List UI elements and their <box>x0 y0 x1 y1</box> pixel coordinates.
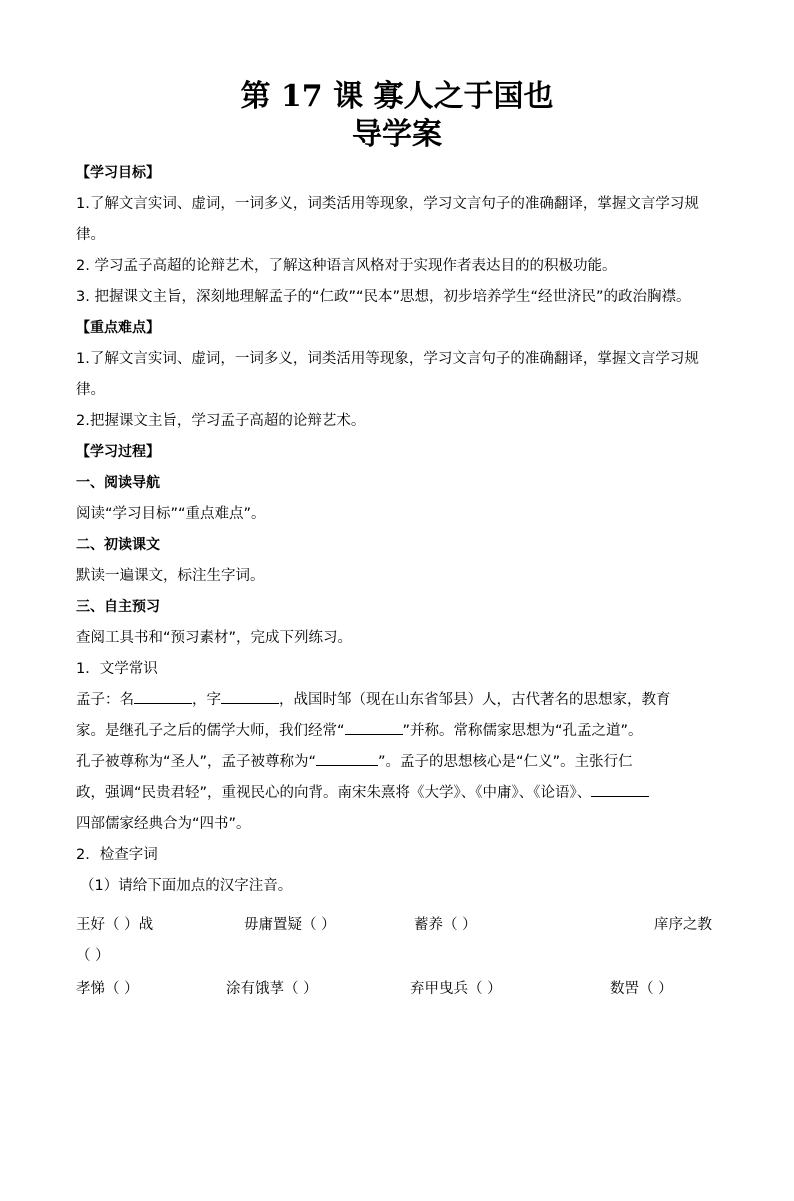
step1-heading: 一、阅读导航 <box>76 475 160 491</box>
literature-line-3: 孔子被尊称为“圣人”，孟子被尊称为“ ”。孟子的思想核心是“仁义”。主张行仁 <box>76 747 722 778</box>
fill-blank[interactable] <box>316 751 378 766</box>
step3-text: 查阅工具书和“预习素材”，完成下列练习。 <box>76 630 353 646</box>
key-heading: 【重点难点】 <box>76 320 160 336</box>
goal-2: 2. 学习孟子高超的论辩艺术，了解这种语言风格对于实现作者表达目的的积极功能。 <box>76 258 617 274</box>
goals-heading: 【学习目标】 <box>76 165 160 181</box>
pinyin-row-1-wrap: （ ） <box>76 948 110 964</box>
key-1: 1.了解文言实词、虚词，一词多义，词类活用等现象，学习文言句子的准确翻译，掌握文言学习规律。 <box>76 351 699 398</box>
page-title: 第 17 课 寡人之于国也 <box>240 79 554 114</box>
literature-line-1: 孟子：名 ，字 ，战国时邹（现在山东省邹县）人，古代著名的思想家，教育 <box>76 685 722 716</box>
fill-blank[interactable] <box>221 689 279 704</box>
fill-blank[interactable] <box>591 782 649 797</box>
pinyin-item: 王好（ ）战 <box>76 917 154 933</box>
document-page <box>0 78 794 1201</box>
pinyin-item: 孝悌（ ） <box>76 981 139 997</box>
goal-3: 3. 把握课文主旨，深刻地理解孟子的“仁政”“民本”思想，初步培养学生“经世济民”的政治胸襟。 <box>76 289 691 305</box>
literature-heading: 1．文学常识 <box>76 661 158 677</box>
step1-text: 阅读“学习目标”“重点难点”。 <box>76 506 266 522</box>
key-2: 2.把握课文主旨，学习孟子高超的论辩艺术。 <box>76 413 366 429</box>
step3-heading: 三、自主预习 <box>76 599 160 615</box>
goal-1: 1.了解文言实词、虚词，一词多义，词类活用等现象，学习文言句子的准确翻译，掌握文言学习规律。 <box>76 196 699 243</box>
check-heading: 2．检查字词 <box>76 847 158 863</box>
literature-line-2: 家。是继孔子之后的儒学大师，我们经常“ ”并称。常称儒家思想为“孔孟之道”。 <box>76 716 722 747</box>
step2-text: 默读一遍课文，标注生字词。 <box>76 568 265 584</box>
pinyin-item: 蓄养（ ） <box>414 917 477 933</box>
pinyin-item: 涂有饿莩（ ） <box>226 981 318 997</box>
literature-line-4: 政，强调“民贵君轻”，重视民心的向背。南宋朱熹将《大学》、《中庸》、《论语》、 <box>76 778 722 809</box>
page-subtitle: 导学案 <box>352 117 442 152</box>
pinyin-item: 毋庸置疑（ ） <box>244 917 336 933</box>
fill-blank[interactable] <box>345 720 403 735</box>
pinyin-item: 数罟（ ） <box>610 981 673 997</box>
process-heading: 【学习过程】 <box>76 444 160 460</box>
pinyin-item: 庠序之教 <box>654 917 712 933</box>
pinyin-row-2 <box>76 974 722 1005</box>
check-instruction: （1）请给下面加点的汉字注音。 <box>80 878 293 894</box>
step2-heading: 二、初读课文 <box>76 537 160 553</box>
pinyin-row-1 <box>76 910 722 941</box>
fill-blank[interactable] <box>134 689 192 704</box>
literature-line-5: 四部儒家经典合为“四书”。 <box>76 816 251 832</box>
pinyin-item: 弃甲曳兵（ ） <box>410 981 502 997</box>
